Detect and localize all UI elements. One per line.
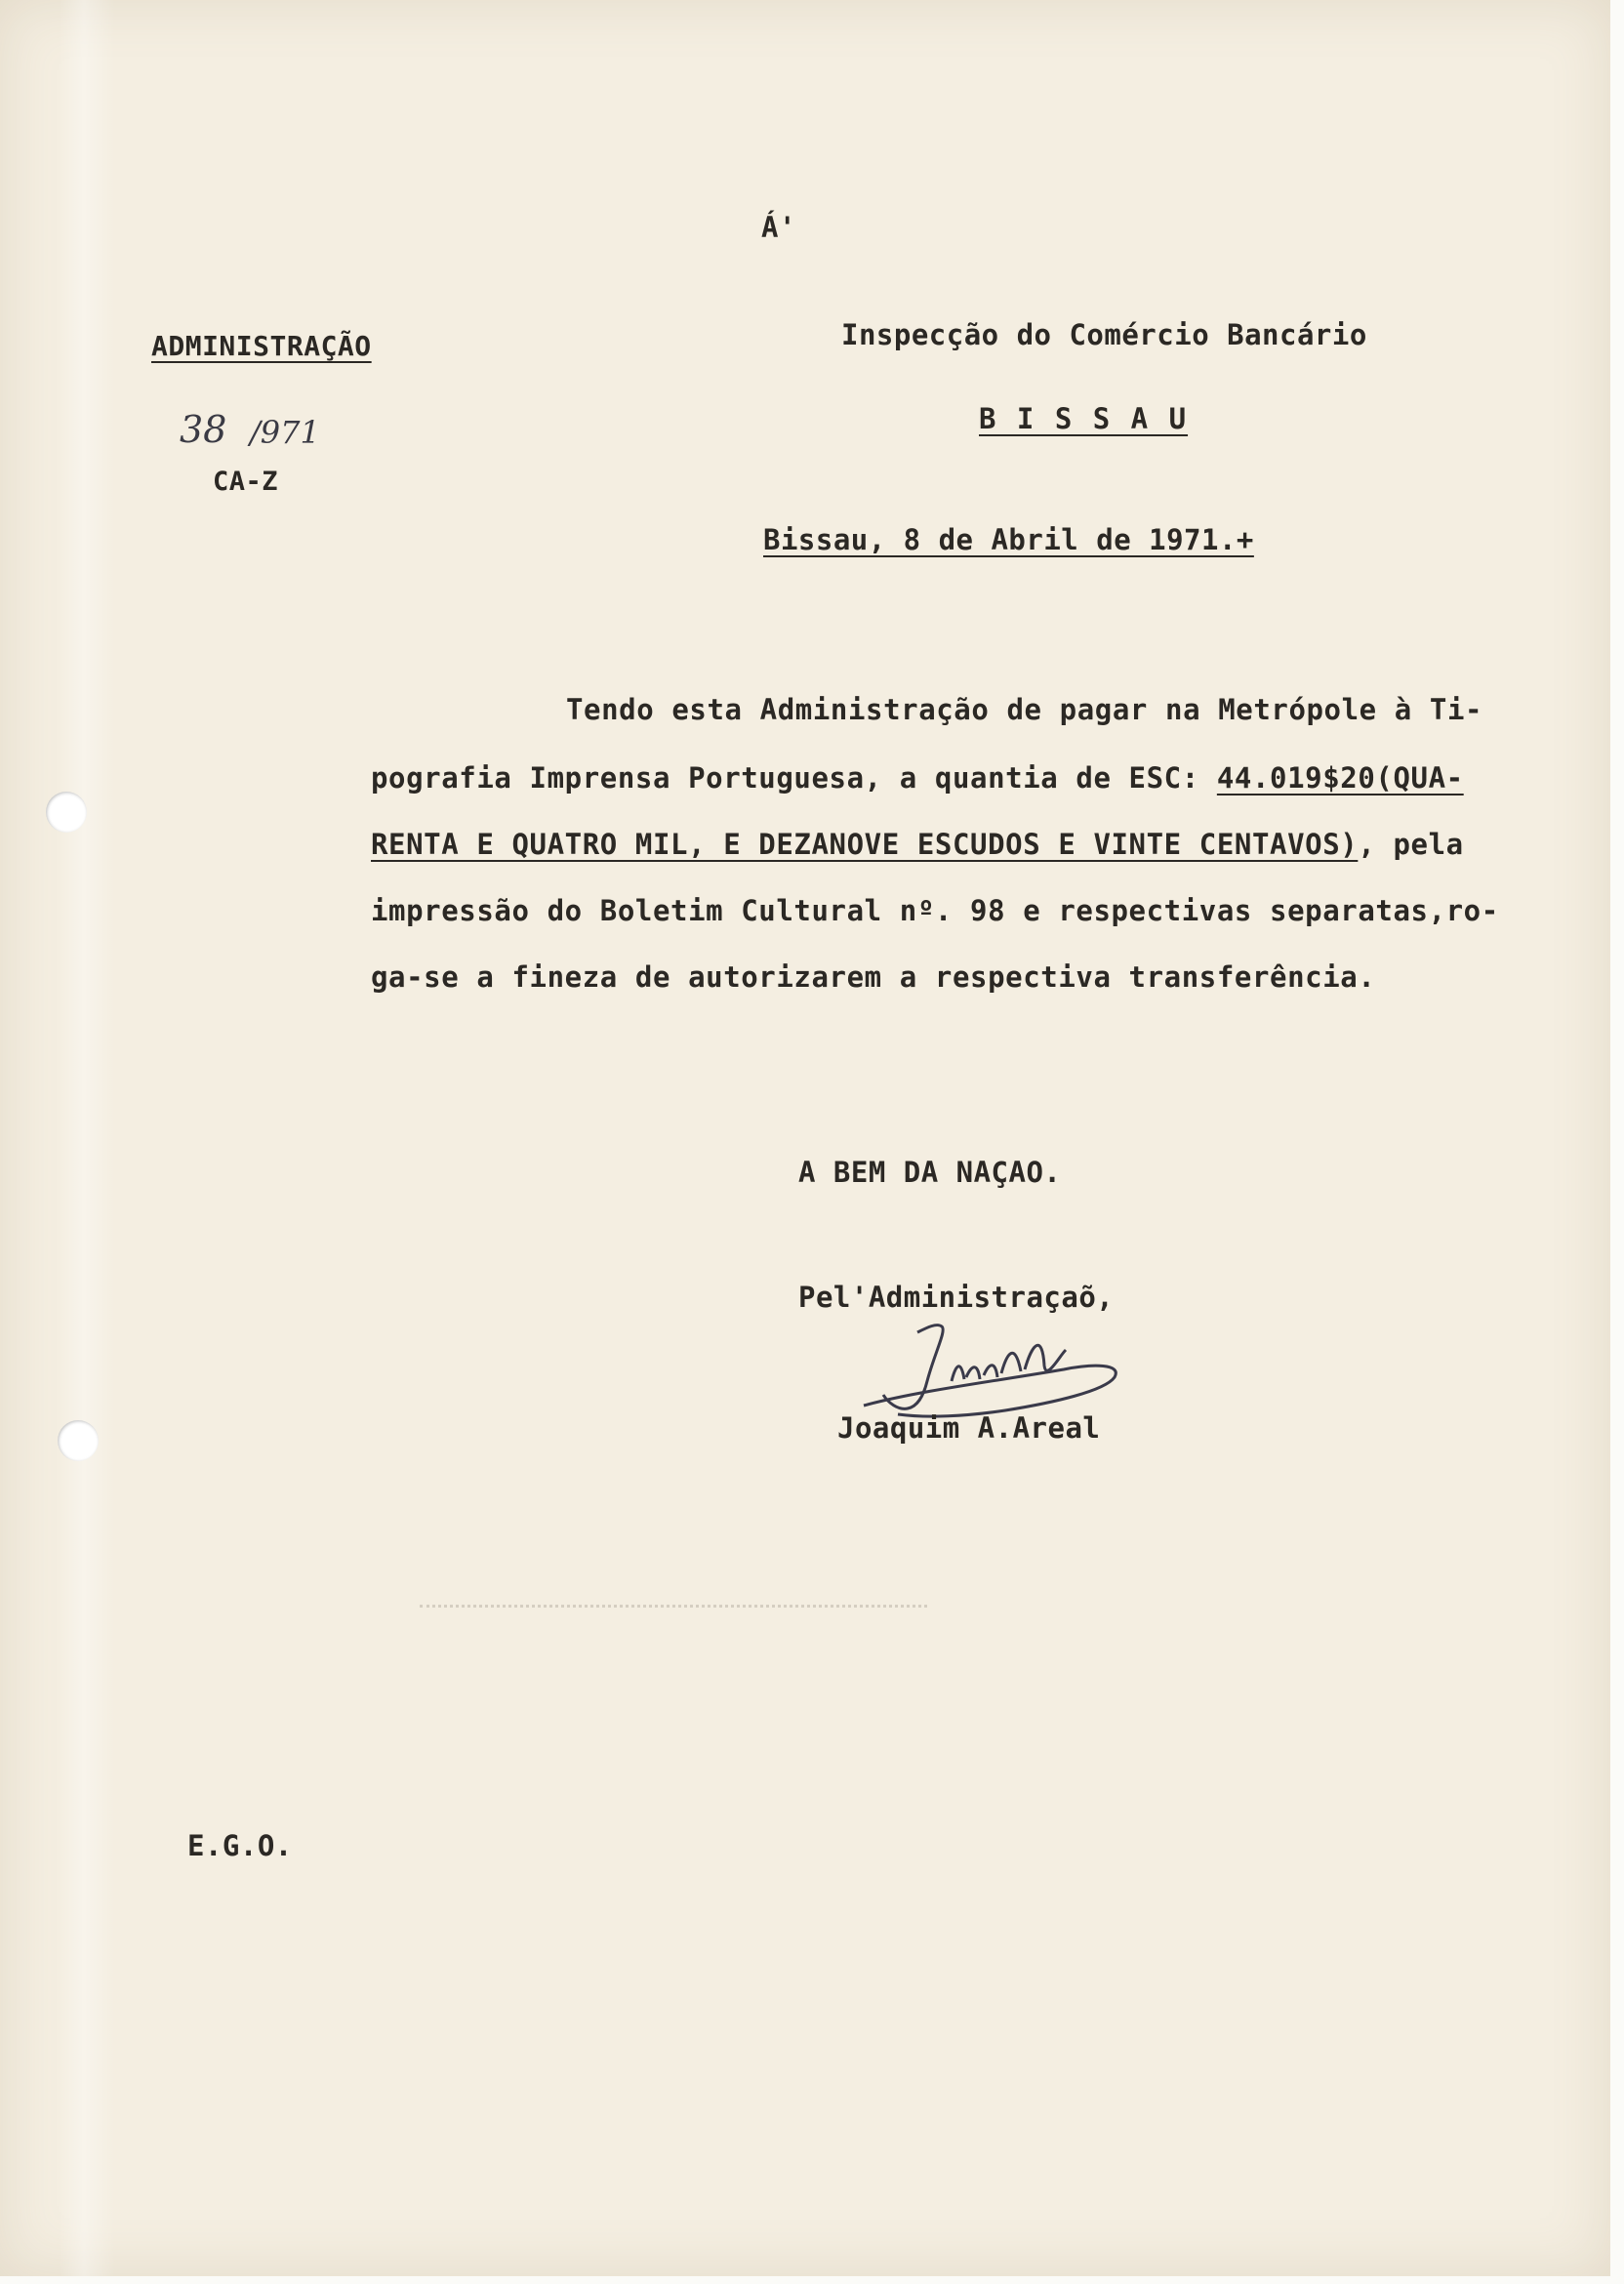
body-line-3-text: , pela — [1358, 828, 1464, 861]
closing-salutation: A BEM DA NAÇAO. — [798, 1156, 1062, 1189]
date-line: Bissau, 8 de Abril de 1971.+ — [763, 523, 1254, 556]
amount-figure: 44.019$20(QUA- — [1216, 761, 1464, 795]
recipient-name: Inspecção do Comércio Bancário — [841, 318, 1367, 351]
punch-hole-top — [46, 792, 87, 833]
amount-in-words: RENTA E QUATRO MIL, E DEZANOVE ESCUDOS E VINTE CENTAVOS) — [371, 828, 1359, 861]
scan-border-right — [1610, 0, 1624, 2284]
typist-initials: E.G.O. — [187, 1829, 293, 1862]
punch-hole-bottom — [58, 1420, 99, 1461]
reference-code: CA-Z — [213, 467, 279, 497]
body-line-3 — [371, 828, 1464, 861]
paper-fold-shadow — [59, 0, 115, 2276]
body-line-2-text: pografia Imprensa Portuguesa, a quantia de ESC: — [371, 761, 1217, 795]
body-line-4: impressão do Boletim Cultural nº. 98 e respectivas separatas,ro- — [371, 894, 1499, 927]
scan-border-bottom — [0, 2276, 1624, 2284]
handwritten-reference-number: 38 — [180, 408, 227, 451]
faint-bleedthrough-line — [420, 1605, 927, 1611]
department-heading: ADMINISTRAÇÃO — [151, 330, 372, 362]
body-line-1: Tendo esta Administração de pagar na Metrópole à Ti- — [566, 693, 1483, 726]
accent-mark: Á' — [761, 211, 796, 244]
signatory-name: Joaquim A.Areal — [837, 1411, 1101, 1445]
reference-year: /971 — [250, 414, 320, 451]
body-line-2 — [371, 761, 1464, 795]
body-line-5: ga-se a fineza de autorizarem a respectiva transferência. — [371, 960, 1376, 994]
on-behalf-line: Pel'Administraçaõ, — [798, 1281, 1115, 1314]
recipient-city: B I S S A U — [979, 402, 1189, 435]
